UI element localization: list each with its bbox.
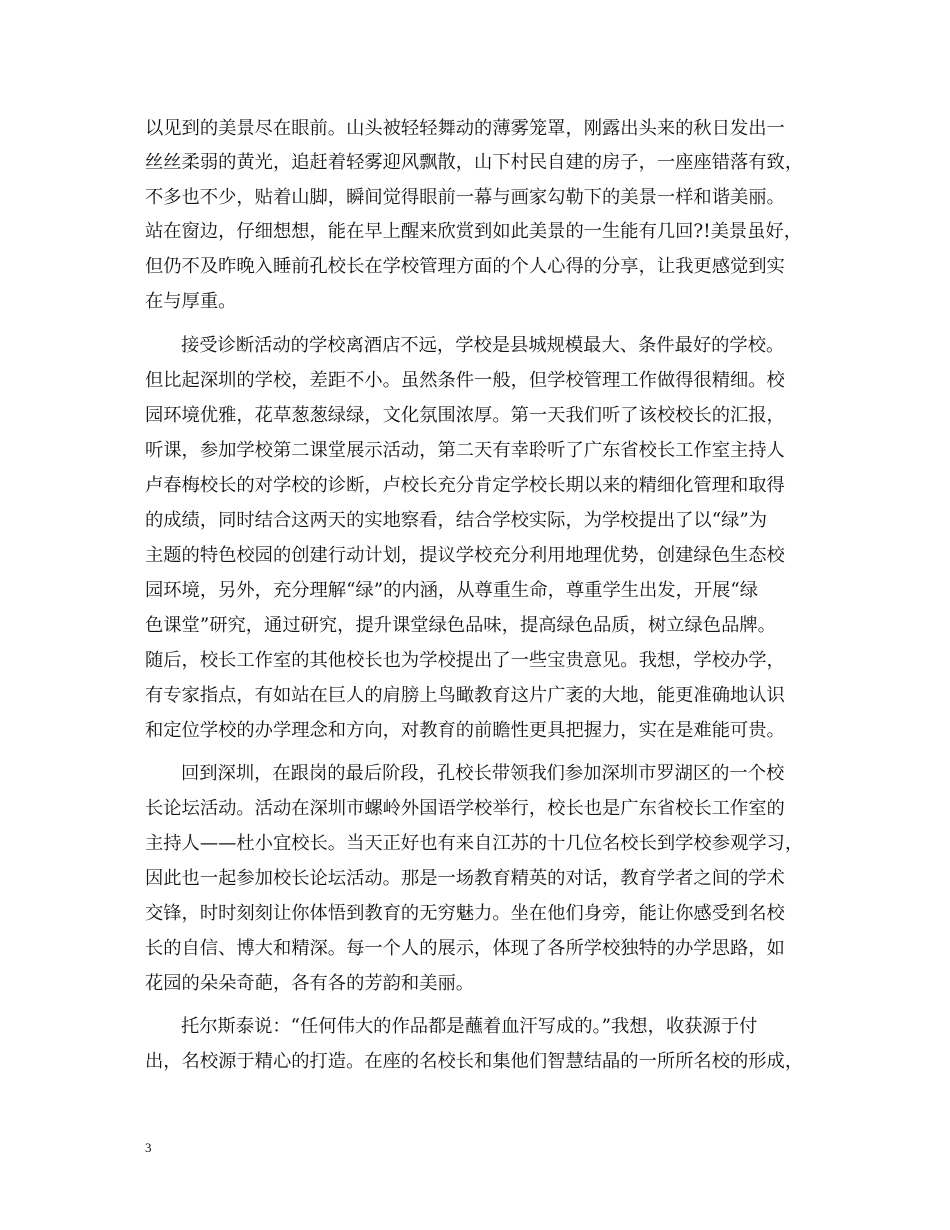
text-line: 交锋，时时刻刻让你体悟到教育的无穷魅力。坐在他们身旁，能让你感受到名校 xyxy=(145,903,785,924)
text-line: 和定位学校的办学理念和方向，对教育的前瞻性更具把握力，实在是难能可贵。 xyxy=(145,720,785,741)
text-line: 以见到的美景尽在眼前。山头被轻轻舞动的薄雾笼罩，刚露出头来的秋日发出一 xyxy=(145,118,785,139)
text-line: 长的自信、博大和精深。每一个人的展示，体现了各所学校独特的办学思路，如 xyxy=(145,938,785,959)
paragraph-first-line: 回到深圳，在跟岗的最后阶段，孔校长带领我们参加深圳市罗湖区的一个校 xyxy=(181,763,785,784)
text-line: 主题的特色校园的创建行动计划，提议学校充分利用地理优势，创建绿色生态校 xyxy=(145,545,785,566)
text-line: 卢春梅校长的对学校的诊断，卢校长充分肯定学校长期以来的精细化管理和取得 xyxy=(145,475,785,496)
text-line: 园环境，另外，充分理解“绿”的内涵，从尊重生命，尊重学生出发，开展“绿 xyxy=(145,580,759,601)
text-line: 因此也一起参加校长论坛活动。那是一场教育精英的对话，教育学者之间的学术 xyxy=(145,868,785,889)
text-line: 但仍不及昨晚入睡前孔校长在学校管理方面的个人心得的分享，让我更感觉到实 xyxy=(145,256,785,277)
text-line: 主持人——杜小宜校长。当天正好也有来自江苏的十几位名校长到学校参观学习， xyxy=(145,833,804,854)
text-line: 出，名校源于精心的打造。在座的名校长和集他们智慧结晶的一所所名校的形成， xyxy=(145,1051,804,1072)
text-line: 不多也不少，贴着山脚，瞬间觉得眼前一幕与画家勾勒下的美景一样和谐美丽。 xyxy=(145,187,785,208)
text-line: 在与厚重。 xyxy=(145,291,237,312)
text-line: 有专家指点，有如站在巨人的肩膀上鸟瞰教育这片广袤的大地，能更准确地认识 xyxy=(145,685,785,706)
text-line: 丝丝柔弱的黄光，追赶着轻雾迎风飘散，山下村民自建的房子，一座座错落有致， xyxy=(145,152,804,173)
paragraph-first-line: 接受诊断活动的学校离酒店不远，学校是县城规模最大、条件最好的学校。 xyxy=(181,335,785,356)
text-line: 花园的朵朵奇葩，各有各的芳韵和美丽。 xyxy=(145,973,475,994)
text-line: 随后，校长工作室的其他校长也为学校提出了一些宝贵意见。我想，学校办学， xyxy=(145,650,785,671)
text-line: 但比起深圳的学校，差距不小。虽然条件一般，但学校管理工作做得很精细。校 xyxy=(145,370,785,391)
paragraph-first-line: 托尔斯泰说：“任何伟大的作品都是蘸着血汗写成的。”我想，收获源于付 xyxy=(181,1016,758,1037)
text-line: 色课堂”研究，通过研究，提升课堂绿色品味，提高绿色品质，树立绿色品牌。 xyxy=(145,615,776,636)
text-line: 的成绩，同时结合这两天的实地察看，结合学校实际，为学校提出了以“绿”为 xyxy=(145,510,767,531)
page-number: 3 xyxy=(145,1140,152,1155)
text-line: 园环境优雅，花草葱葱绿绿，文化氛围浓厚。第一天我们听了该校校长的汇报， xyxy=(145,405,785,426)
text-line: 站在窗边，仔细想想，能在早上醒来欣赏到如此美景的一生能有几回?!美景虽好， xyxy=(145,221,802,242)
text-line: 听课，参加学校第二课堂展示活动，第二天有幸聆听了广东省校长工作室主持人 xyxy=(145,440,785,461)
text-line: 长论坛活动。活动在深圳市螺岭外国语学校举行，校长也是广东省校长工作室的 xyxy=(145,798,785,819)
